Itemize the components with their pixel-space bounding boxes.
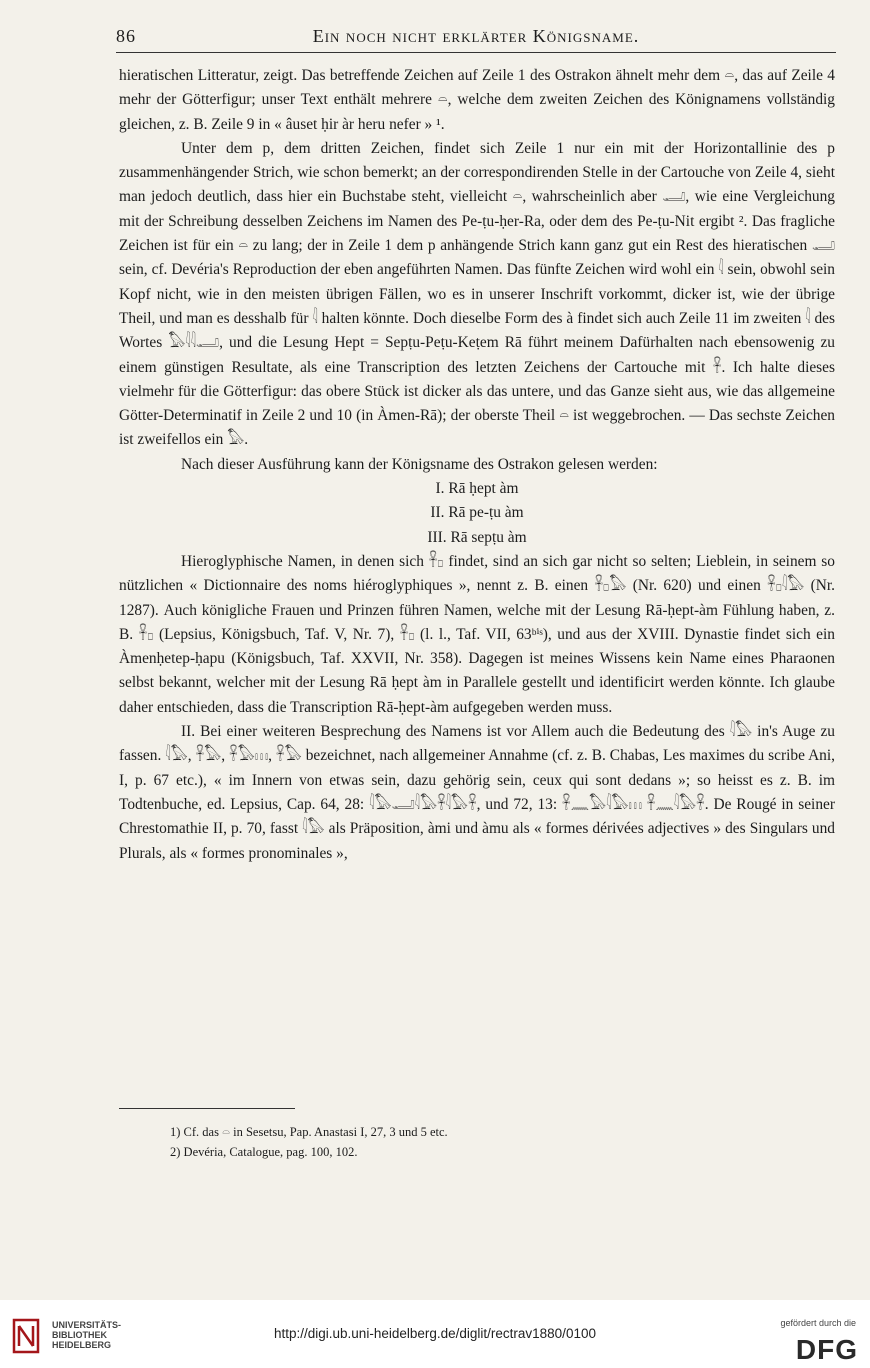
page-number: 86 [116, 26, 136, 46]
running-title: Ein noch nicht erklärter Königsname. [312, 26, 640, 46]
footnote-2: 2) Devéria, Catalogue, pag. 100, 102. [170, 1145, 358, 1159]
permalink-url[interactable]: http://digi.ub.uni-heidelberg.de/diglit/rectrav1880/0100 [274, 1326, 596, 1341]
paragraph-3: Nach dieser Ausführung kann der Königsname des Ostrakon gelesen werden: [181, 455, 658, 473]
library-line-3: HEIDELBERG [52, 1340, 112, 1350]
dfg-logo: DFG [795, 1334, 858, 1365]
footnote-rule [119, 1108, 295, 1109]
paragraph-5: II. Bei einer weiteren Besprechung des Namens ist vor Allem auch die Bedeutung des 𓇋𓅃 in's Auge zu fassen. 𓇋𓅃, 𓋹𓅃, 𓋹𓅃𓏥, 𓋹𓅃 bezeichnet, nach allgemeiner Annahme (cf. z. B. Chabas, Les maximes du scribe Ani, I, p. 67 etc.), « im Innern von etwas sein, dazu gehörig sein, ceux qui sont dedans »; so heisst es z. B. im Todtenbuche, ed. Lepsius, Cap. 64, 28: 𓇋𓅃𓂝𓇋𓅃𓋹𓇋𓅃𓋹, und 72, 13: 𓋹𓈖𓅃𓇋𓅃𓏥 𓋹𓈖𓇋𓅃𓋹. De Rougé in seiner Chrestomathie II, p. 70, fasst 𓇋𓅃 als Präposition, àmi und àmu als « formes dérivées adjectives » des Singulars und Plurals, als « formes pronominales », [119, 723, 835, 862]
page-header [116, 26, 836, 50]
reading-1: I. Rā ḥept àm [435, 480, 519, 498]
page-body [119, 64, 835, 866]
library-line-2: BIBLIOTHEK [52, 1330, 107, 1340]
viewer-footer [0, 1300, 870, 1368]
paragraph-2: Unter dem p, dem dritten Zeichen, findet sich Zeile 1 nur ein mit der Horizontallinie des p zusammenhängender Strich, wie schon bemerkt; an der correspondirenden Stelle in der Cartouche von Zeile 4, sieht man jedoch deutlich, dass hier ein Buchstabe steht, vielleicht 𓏏, wahrscheinlich aber 𓂝, wie eine Vergleichung mit der Schreibung desselben Zeichens im Namen des Pe-ṭu-ḥer-Ra, oder dem des Pe-ṭu-Nit ergibt ². Das fragliche Zeichen ist für ein 𓏏 zu lang; der in Zeile 1 dem p anhängende Strich kann ganz gut ein Rest des hieratischen 𓂝 sein, cf. Devéria's Reproduction der eben angeführten Namen. Das fünfte Zeichen wird wohl ein 𓇋 sein, obwohl sein Kopf nicht, wie in den meisten übrigen Fällen, wo es in unserer Inschrift vorkommt, dicker ist, wie der übrige Theil, und man es desshalb für 𓇋 halten könnte. Doch dieselbe Form des à findet sich auch Zeile 11 im zweiten 𓇋 des Wortes 𓅃𓇋𓇋𓂝, und die Lesung Hept = Sepṭu-Peṭu-Keṭem Rā führt meinem Dafürhalten nach ebensowenig zu einem günstigen Resultate, als eine Transcription des letzten Zeichens der Cartouche mit 𓋹. Ich halte dieses vielmehr für die Götterfigur: das obere Stück ist dicker als das untere, und das Ganze sieht aus, wie das allgemeine Götter-Determinatif in Zeile 2 und 10 (in Àmen-Rā); der oberste Theil 𓏏 ist weggebrochen. — Das sechste Zeichen ist zweifellos ein 𓅃. [119, 139, 835, 449]
library-line-1: UNIVERSITÄTS- [52, 1320, 122, 1330]
paragraph-1: hieratischen Litteratur, zeigt. Das betreffende Zeichen auf Zeile 1 des Ostrakon ähnelt mehr dem 𓏏, das auf Zeile 4 mehr der Götterfigur; unser Text enthält mehrere 𓏏, welche dem zweiten Zeichen des Könignamens vollständig gleichen, z. B. Zeile 9 in « âuset ḥir àr heru nefer » ¹. [119, 67, 835, 133]
header-rule [116, 52, 836, 53]
reading-3: III. Rā sepṭu àm [427, 528, 527, 546]
funded-by-label: gefördert durch die [780, 1318, 856, 1328]
footnote-1: 1) Cf. das 𓏏 in Sesetsu, Pap. Anastasi I, 27, 3 und 5 etc. [170, 1125, 448, 1139]
paragraph-4: Hieroglyphische Namen, in denen sich 𓋹𓊪 findet, sind an sich gar nicht so selten; Lieblein, in seinem so nützlichen « Dictionnaire des noms hiéroglyphiques », nennt z. B. einen 𓋹𓊪𓅃 (Nr. 620) und einen 𓋹𓊪𓇋𓅃 (Nr. 1287). Auch königliche Frauen und Prinzen führen Namen, welche mit der Lesung Rā-ḥept-àm Fühlung haben, z. B. 𓋹𓊪 (Lepsius, Königsbuch, Taf. V, Nr. 7), 𓋹𓊪 (l. l., Taf. VII, 63ᵇⁱˢ), und aus der XVIII. Dynastie findet sich ein Àmenḥetep-ḥapu (Königsbuch, Taf. XXVII, Nr. 358). Dagegen ist meines Wissens kein Name eines Pharaonen selbst bekannt, welcher mit der Lesung Rā ḥept àm in Parallele gestellt und identificirt werden könnte. Ich glaube daher entschieden, dass die Transcription Rā-ḥept-àm aufgegeben werden muss. [119, 552, 835, 716]
reading-2: II. Rā pe-ṭu àm [430, 504, 524, 522]
